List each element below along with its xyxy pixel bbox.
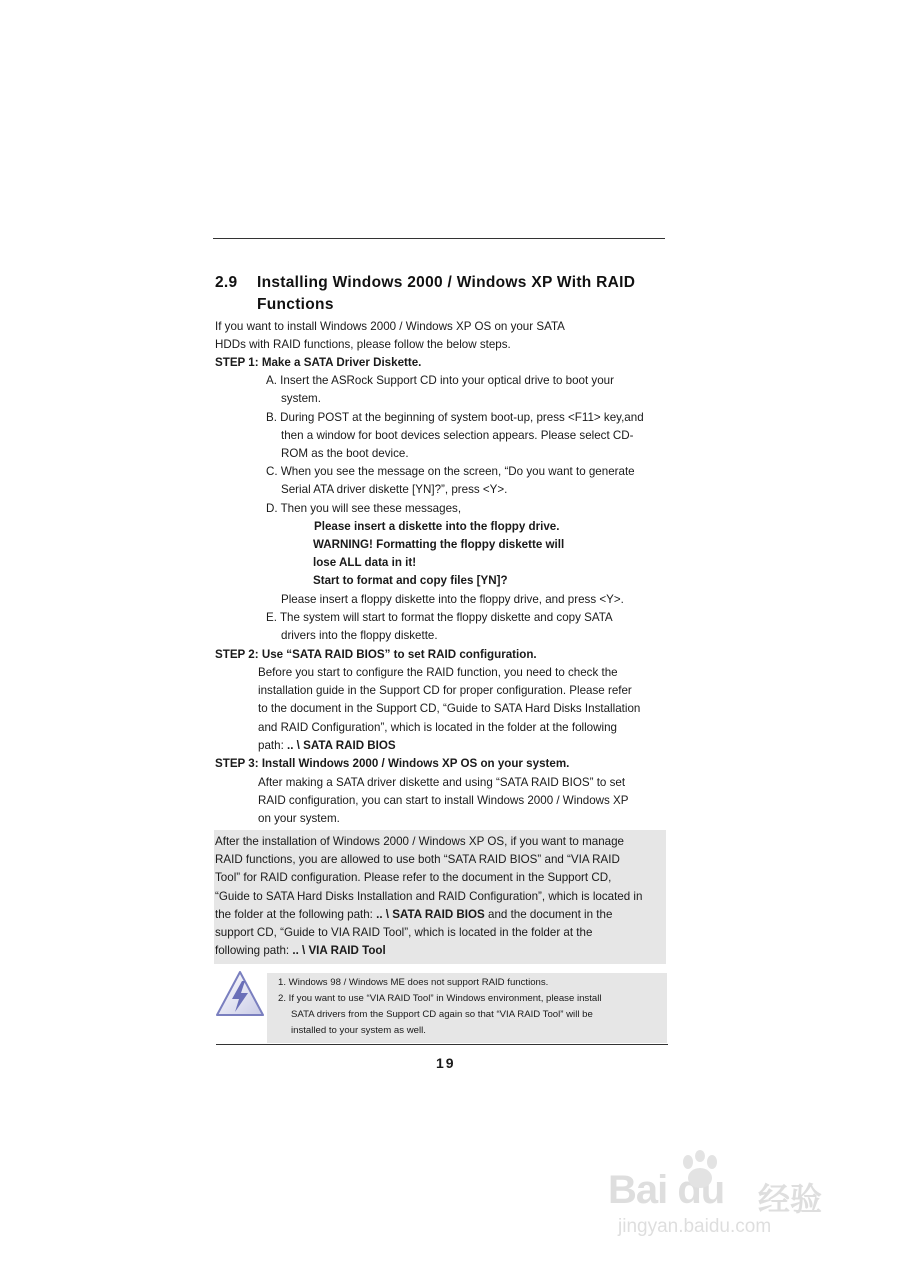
step1-heading: STEP 1: Make a SATA Driver Diskette.: [215, 356, 422, 369]
step2-path-prefix: path:: [258, 739, 288, 752]
step1-item-c-cont: Serial ATA driver diskette [YN]?”, press <Y>.: [281, 483, 508, 496]
shaded-line-2: RAID functions, you are allowed to use both “SATA RAID BIOS” and “VIA RAID: [215, 853, 620, 866]
note-2-cont1: SATA drivers from the Support CD again so that “VIA RAID Tool” will be: [291, 1009, 593, 1020]
step2-heading: STEP 2: Use “SATA RAID BIOS” to set RAID configuration.: [215, 648, 537, 661]
step2-path: [258, 737, 396, 755]
intro-line-1: If you want to install Windows 2000 / Windows XP OS on your SATA: [215, 320, 565, 333]
step2-path-value: .. \ SATA RAID BIOS: [287, 739, 396, 752]
bottom-rule: [216, 1044, 668, 1045]
message-line-4: Start to format and copy files [YN]?: [313, 574, 508, 587]
step2-line-4: and RAID Configuration”, which is located in the folder at the following: [258, 721, 617, 734]
note-2-cont2: installed to your system as well.: [291, 1025, 426, 1036]
note-1: 1. Windows 98 / Windows ME does not support RAID functions.: [278, 977, 549, 988]
step2-line-2: installation guide in the Support CD for proper configuration. Please refer: [258, 684, 632, 697]
step1-after-1: Please insert a floppy diskette into the floppy drive, and press <Y>.: [281, 593, 624, 606]
shaded-line-7: [215, 942, 386, 960]
step1-item-a-cont: system.: [281, 392, 321, 405]
step1-item-b: B. During POST at the beginning of system boot-up, press <F11> key,and: [266, 411, 644, 424]
note-2: 2. If you want to use “VIA RAID Tool” in Windows environment, please install: [278, 993, 602, 1004]
paw-icon: [678, 1150, 724, 1190]
shaded-line-5-c: and the document in the: [484, 908, 613, 921]
intro-line-2: HDDs with RAID functions, please follow the below steps.: [215, 338, 511, 351]
shaded-line-7-path: .. \ VIA RAID Tool: [292, 944, 386, 957]
shaded-line-1: After the installation of Windows 2000 / Windows XP OS, if you want to manage: [215, 835, 624, 848]
message-line-1: Please insert a diskette into the floppy drive.: [314, 520, 560, 533]
page-number: 19: [436, 1055, 456, 1071]
step2-line-1: Before you start to configure the RAID function, you need to check the: [258, 666, 618, 679]
step3-line-1: After making a SATA driver diskette and using “SATA RAID BIOS” to set: [258, 776, 626, 789]
shaded-line-5-a: the folder at the following path:: [215, 908, 377, 921]
step1-item-a: A. Insert the ASRock Support CD into your optical drive to boot your: [266, 374, 614, 387]
section-title-line1: Installing Windows 2000 / Windows XP With RAID: [257, 274, 636, 291]
step3-heading: STEP 3: Install Windows 2000 / Windows XP OS on your system.: [215, 757, 570, 770]
step1-item-c: C. When you see the message on the screen, “Do you want to generate: [266, 465, 635, 478]
top-rule: [213, 238, 665, 239]
watermark-chinese: 经验: [758, 1181, 823, 1217]
section-number: 2.9: [215, 274, 238, 291]
step3-line-3: on your system.: [258, 812, 340, 825]
step1-item-b-cont2: ROM as the boot device.: [281, 447, 409, 460]
watermark-url: jingyan.baidu.com: [618, 1216, 772, 1237]
baidu-watermark: [608, 1150, 848, 1250]
shaded-line-4: “Guide to SATA Hard Disks Installation and RAID Configuration”, which is located in: [215, 890, 643, 903]
shaded-line-7-a: following path:: [215, 944, 293, 957]
section-heading: [215, 272, 635, 316]
step3-line-2: RAID configuration, you can start to install Windows 2000 / Windows XP: [258, 794, 629, 807]
shaded-line-5: [215, 906, 612, 924]
message-line-3: lose ALL data in it!: [313, 556, 417, 569]
section-title-line2: Functions: [257, 296, 334, 313]
step1-item-e-cont: drivers into the floppy diskette.: [281, 629, 438, 642]
shaded-line-6: support CD, “Guide to VIA RAID Tool”, which is located in the folder at the: [215, 926, 593, 939]
message-line-2: WARNING! Formatting the floppy diskette will: [313, 538, 565, 551]
step1-item-e: E. The system will start to format the floppy diskette and copy SATA: [266, 611, 613, 624]
step2-line-3: to the document in the Support CD, “Guide to SATA Hard Disks Installation: [258, 702, 641, 715]
shaded-line-5-path: .. \ SATA RAID BIOS: [376, 908, 485, 921]
step1-item-b-cont1: then a window for boot devices selection appears. Please select CD-: [281, 429, 634, 442]
warning-lightning-icon: [214, 969, 266, 1019]
shaded-line-3: Tool” for RAID configuration. Please refer to the document in the Support CD,: [215, 871, 612, 884]
step1-item-d: D. Then you will see these messages,: [266, 502, 462, 515]
watermark-brand: Bai du: [608, 1168, 725, 1212]
